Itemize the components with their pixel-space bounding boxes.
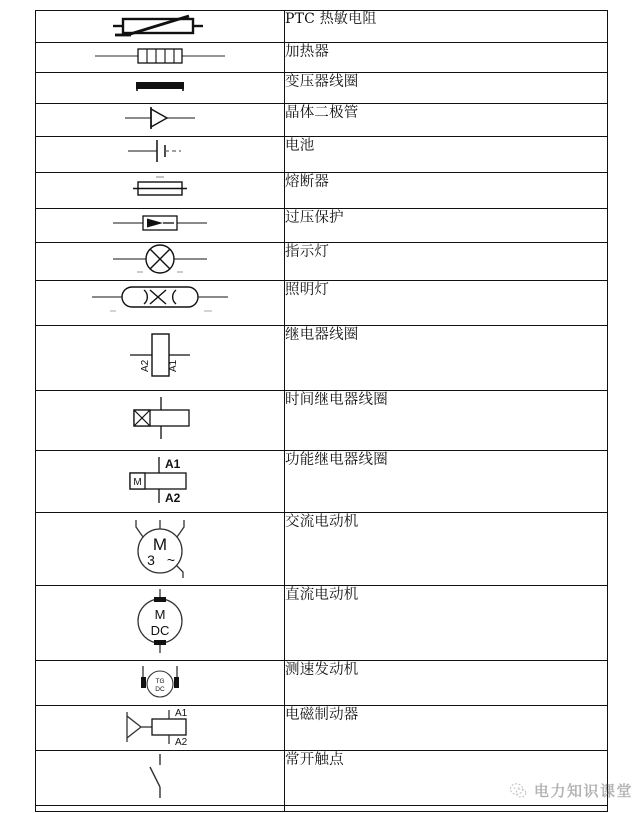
brake-terminal-a2: A2 xyxy=(175,737,188,748)
symbol-wrap xyxy=(36,43,284,69)
table-row xyxy=(36,43,608,73)
table-row xyxy=(36,173,608,209)
indicator-lamp-icon xyxy=(85,243,235,277)
electrical-symbols-table xyxy=(35,10,608,812)
symbol-wrap xyxy=(36,451,284,509)
watermark-text: 电力知识课堂 xyxy=(533,782,633,800)
table-row xyxy=(36,661,608,706)
function-relay-coil-icon xyxy=(85,451,235,509)
symbol-label: 指示灯 xyxy=(285,244,330,260)
relay-coil-icon xyxy=(90,326,230,384)
label-cell xyxy=(285,11,608,43)
ac-motor-icon xyxy=(95,513,225,581)
table-row xyxy=(36,281,608,326)
symbol-label: PTC 热敏电阻 xyxy=(285,11,377,27)
lighting-lamp-icon xyxy=(70,281,250,315)
dc-motor-dc-label: DC xyxy=(150,623,170,638)
symbol-cell-relay-coil xyxy=(36,326,285,391)
label-cell xyxy=(285,326,608,391)
symbol-label: 时间继电器线圈 xyxy=(285,392,388,408)
symbol-wrap xyxy=(36,173,284,203)
symbol-label: 功能继电器线圈 xyxy=(285,452,388,468)
time-relay-coil-icon xyxy=(90,391,230,445)
symbol-label: 变压器线圈 xyxy=(285,74,359,90)
relay-terminal-a1: A1 xyxy=(168,359,179,372)
symbol-wrap xyxy=(36,243,284,277)
symbol-label: 继电器线圈 xyxy=(285,327,359,343)
table-row xyxy=(36,451,608,513)
table-row xyxy=(36,73,608,104)
table-row xyxy=(36,806,608,812)
table-row xyxy=(36,706,608,751)
tachogenerator-tg-label: TG xyxy=(155,678,165,685)
symbol-cell-dc-motor xyxy=(36,586,285,661)
function-relay-inner-letter: M xyxy=(133,477,142,488)
symbol-wrap xyxy=(36,586,284,656)
dc-motor-icon xyxy=(100,586,220,656)
symbol-cell-fuse xyxy=(36,173,285,209)
heater-icon xyxy=(75,43,245,69)
battery-icon xyxy=(95,137,225,165)
label-cell xyxy=(285,281,608,326)
symbol-wrap xyxy=(36,11,284,41)
symbol-cell-tachogenerator xyxy=(36,661,285,706)
label-cell xyxy=(285,751,608,806)
label-cell xyxy=(285,104,608,137)
tachogenerator-dc-label: DC xyxy=(155,686,165,693)
dc-motor-letter-m: M xyxy=(154,607,166,622)
table-row xyxy=(36,209,608,243)
symbol-label: 过压保护 xyxy=(285,210,344,226)
label-cell xyxy=(285,173,608,209)
symbol-label: 常开触点 xyxy=(285,752,344,768)
symbol-cell-time-relay-coil xyxy=(36,391,285,451)
table-row xyxy=(36,243,608,281)
table-row xyxy=(36,326,608,391)
symbol-cell-crystal-diode xyxy=(36,104,285,137)
label-cell xyxy=(285,73,608,104)
symbol-cell-ptc-thermistor xyxy=(36,11,285,43)
symbol-wrap xyxy=(36,706,284,748)
overvoltage-protection-icon xyxy=(85,209,235,237)
label-cell xyxy=(285,391,608,451)
tachogenerator-icon xyxy=(105,661,215,703)
label-cell xyxy=(285,513,608,586)
symbol-label: 直流电动机 xyxy=(285,587,359,603)
symbol-label: 测速发动机 xyxy=(285,662,359,678)
electromagnetic-brake-icon xyxy=(85,706,235,748)
label-cell xyxy=(285,43,608,73)
symbol-wrap xyxy=(36,73,284,99)
symbol-wrap xyxy=(36,513,284,581)
symbol-cell-function-relay-coil xyxy=(36,451,285,513)
symbol-cell-indicator-lamp xyxy=(36,243,285,281)
symbol-cell-overvoltage-protection xyxy=(36,209,285,243)
symbol-label: 晶体二极管 xyxy=(285,105,359,121)
table-row xyxy=(36,137,608,173)
ptc-thermistor-icon xyxy=(85,11,235,41)
table-row xyxy=(36,391,608,451)
symbol-wrap xyxy=(36,326,284,384)
symbol-cell-ac-motor xyxy=(36,513,285,586)
symbol-label: 加热器 xyxy=(285,44,330,60)
ac-motor-phase-count: 3 xyxy=(147,552,155,568)
brake-terminal-a1: A1 xyxy=(175,708,188,719)
symbol-cell-electromagnetic-brake xyxy=(36,706,285,751)
symbol-wrap xyxy=(36,209,284,237)
table-row xyxy=(36,586,608,661)
transformer-winding-icon xyxy=(100,73,220,99)
symbol-cell-heater xyxy=(36,43,285,73)
ac-motor-letter-m: M xyxy=(152,535,168,554)
table-row xyxy=(36,751,608,806)
symbol-label: 照明灯 xyxy=(285,282,330,298)
label-cell xyxy=(285,243,608,281)
ac-motor-ac-sign: ~ xyxy=(166,552,176,568)
label-cell xyxy=(285,209,608,243)
table-row xyxy=(36,11,608,43)
symbol-label: 电磁制动器 xyxy=(285,707,359,723)
table-row xyxy=(36,513,608,586)
symbol-label: 电池 xyxy=(285,138,315,154)
label-cell xyxy=(285,451,608,513)
label-cell xyxy=(285,586,608,661)
symbol-cell-transformer-winding xyxy=(36,73,285,104)
symbol-cell-battery xyxy=(36,137,285,173)
label-cell xyxy=(285,706,608,751)
crystal-diode-icon xyxy=(95,104,225,132)
symbol-cell-lighting-lamp xyxy=(36,281,285,326)
symbol-wrap xyxy=(36,751,284,801)
symbol-label: 交流电动机 xyxy=(285,514,359,530)
table-body xyxy=(36,11,608,812)
table-row xyxy=(36,104,608,137)
function-relay-terminal-a2: A2 xyxy=(165,491,181,505)
relay-terminal-a2: A2 xyxy=(140,359,151,372)
normally-open-contact-icon xyxy=(105,751,215,801)
symbol-wrap xyxy=(36,661,284,703)
label-cell xyxy=(285,806,608,812)
symbol-label: 熔断器 xyxy=(285,174,330,190)
label-cell xyxy=(285,137,608,173)
symbol-cell-blank xyxy=(36,806,285,812)
symbol-wrap xyxy=(36,391,284,445)
fuse-icon xyxy=(100,173,220,203)
symbol-wrap xyxy=(36,137,284,165)
symbol-cell-normally-open-contact xyxy=(36,751,285,806)
function-relay-terminal-a1: A1 xyxy=(165,457,181,471)
symbol-wrap xyxy=(36,104,284,132)
label-cell xyxy=(285,661,608,706)
symbol-wrap xyxy=(36,281,284,315)
